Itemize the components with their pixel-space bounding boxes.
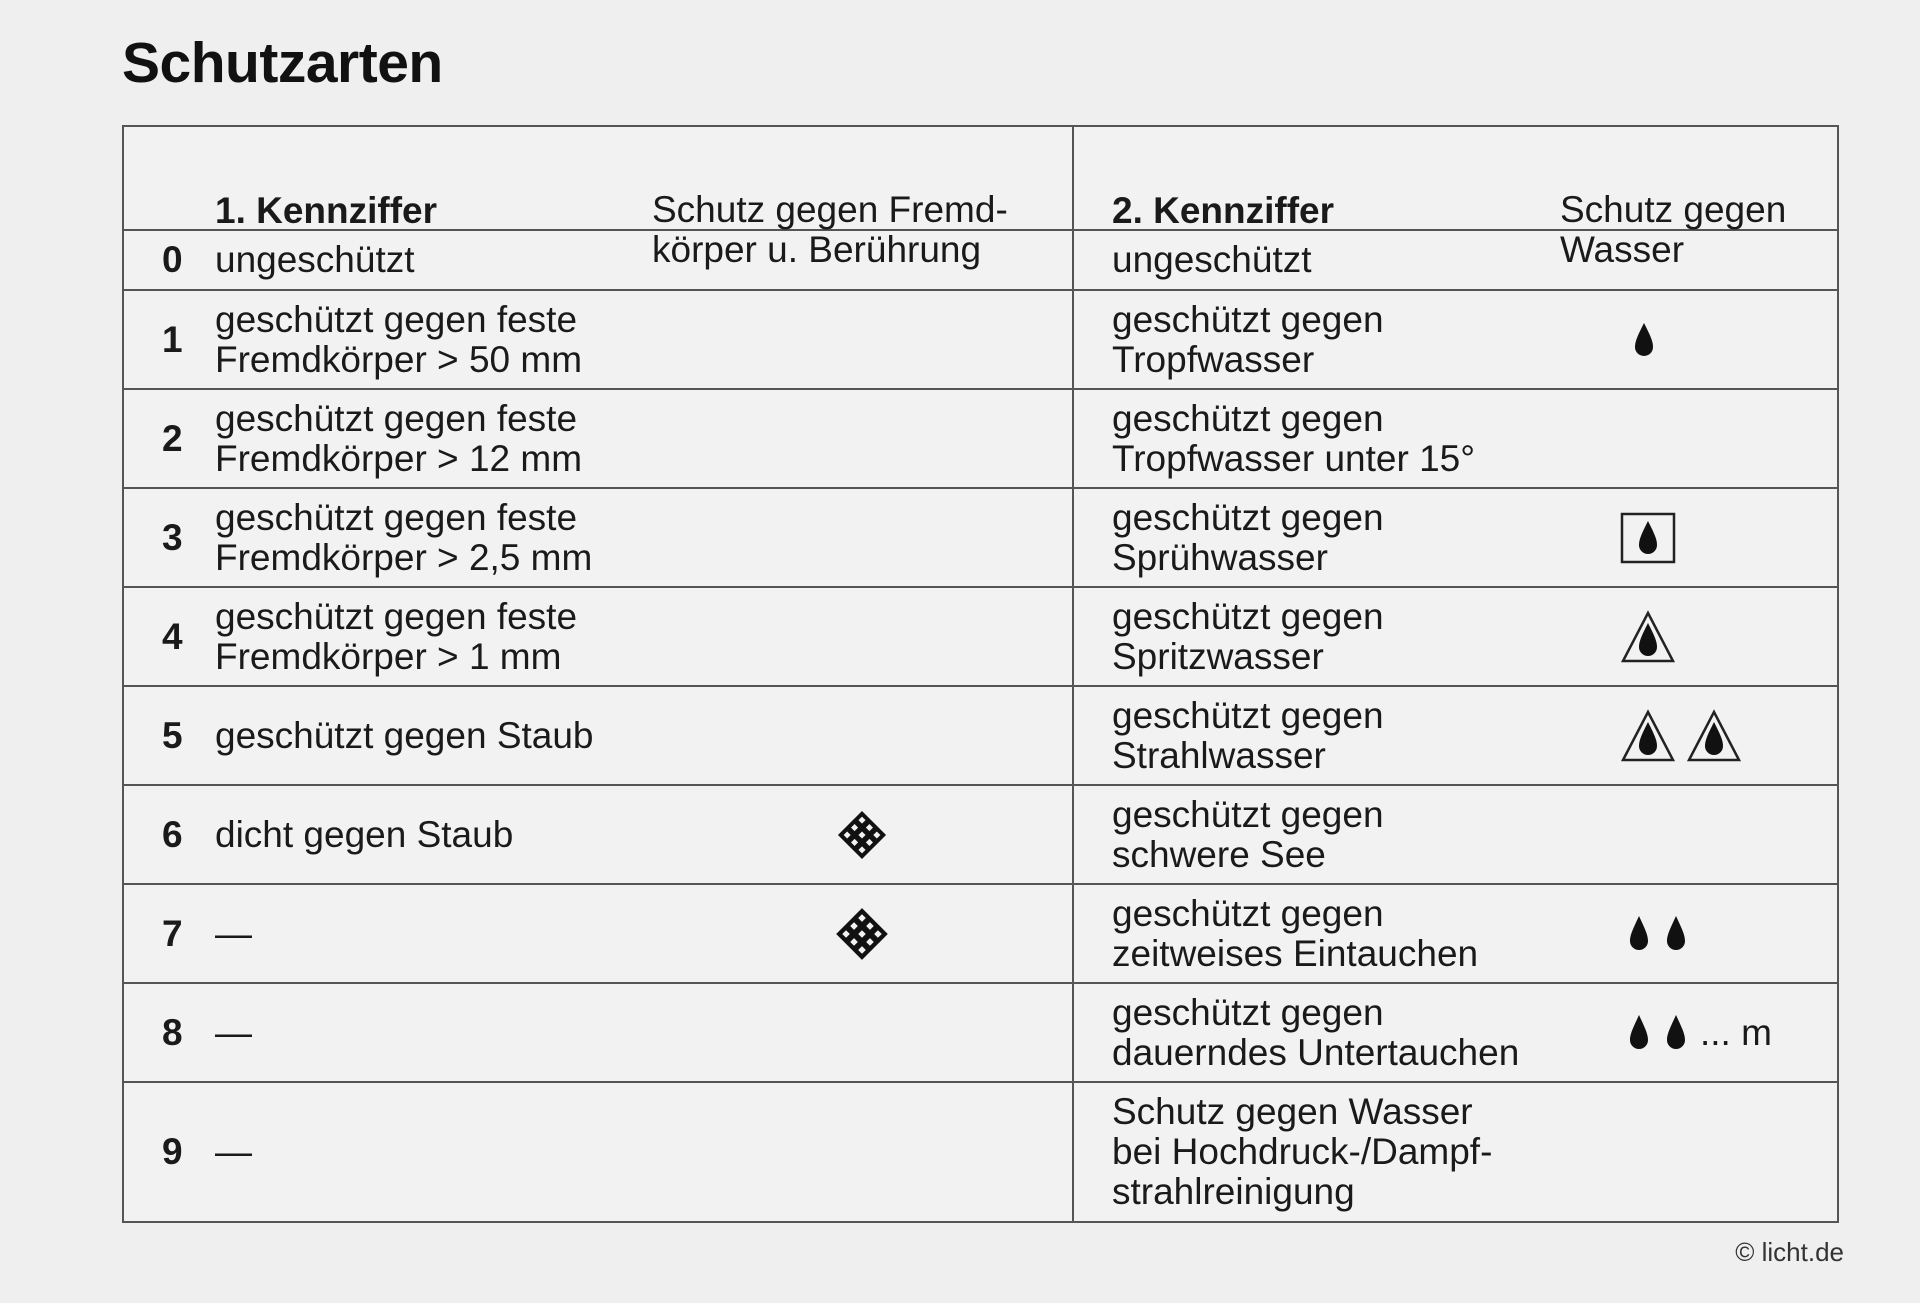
two-drops-depth-icon: [1626, 1012, 1772, 1054]
row-digit: 7: [162, 912, 183, 954]
row-digit: 6: [162, 813, 183, 855]
row-digit: 2: [162, 417, 183, 459]
row-second-text: ungeschützt: [1112, 239, 1312, 280]
row-first-text: —: [215, 912, 252, 954]
row-first-text: dicht gegen Staub: [215, 813, 514, 855]
row-second-text: geschützt gegen Tropfwasser: [1112, 298, 1384, 380]
row-first-text: geschützt gegen feste Fremdkörper > 2,5 mm: [215, 496, 593, 578]
copyright-footer: © licht.de: [1735, 1237, 1844, 1267]
depth-label: ... m: [1700, 1011, 1772, 1053]
row-digit: 0: [162, 239, 183, 280]
row-second-text: geschützt gegen Tropfwasser unter 15°: [1112, 397, 1476, 479]
row-digit: 1: [162, 318, 183, 360]
dust-grid-icon: [833, 905, 891, 963]
two-drops-icon: [1626, 915, 1690, 953]
drop-in-triangle-icon: [1620, 610, 1676, 664]
two-drops-in-triangles-icon: [1620, 709, 1744, 763]
row-first-text: —: [215, 1131, 252, 1172]
row-second-text: geschützt gegen Spritzwasser: [1112, 595, 1384, 677]
table-row: [123, 290, 1838, 389]
header-second-protection: Schutz gegen Wasser: [1560, 189, 1787, 270]
row-second-text: geschützt gegen zeitweises Eintauchen: [1112, 892, 1479, 974]
header-second-digit: 2. Kennziffer: [1112, 190, 1335, 231]
header-first-digit: 1. Kennziffer: [215, 190, 438, 231]
page-title: Schutzarten: [122, 31, 443, 95]
row-second-text: geschützt gegen dauerndes Untertauchen: [1112, 991, 1520, 1073]
row-first-text: geschützt gegen feste Fremdkörper > 50 mm: [215, 298, 583, 380]
row-digit: 9: [162, 1131, 183, 1172]
row-digit: 3: [162, 516, 183, 558]
row-digit: 8: [162, 1011, 183, 1053]
drop-in-square-icon: [1620, 512, 1676, 564]
table-row: [123, 686, 1838, 785]
table-row: [123, 488, 1838, 587]
table-row: [123, 389, 1838, 488]
dust-grid-icon: [835, 808, 889, 862]
protection-table: [122, 125, 1839, 1223]
row-first-text: ungeschützt: [215, 239, 415, 280]
table-row: [123, 785, 1838, 884]
row-second-text: Schutz gegen Wasser bei Hochdruck-/Dampf- strahlreinigung: [1112, 1091, 1493, 1212]
table-row: [123, 587, 1838, 686]
table-row: [123, 1082, 1838, 1222]
row-digit: 5: [162, 714, 183, 756]
table-row: [123, 884, 1838, 983]
drop-icon: [1632, 322, 1656, 358]
row-second-text: geschützt gegen Strahlwasser: [1112, 694, 1384, 776]
row-first-text: —: [215, 1011, 252, 1053]
row-digit: 4: [162, 615, 183, 657]
row-first-text: geschützt gegen feste Fremdkörper > 12 mm: [215, 397, 583, 479]
table-row: [123, 983, 1838, 1082]
header-first-protection: Schutz gegen Fremd- körper u. Berührung: [652, 189, 1008, 270]
row-first-text: geschützt gegen feste Fremdkörper > 1 mm: [215, 595, 578, 677]
row-second-text: geschützt gegen Sprühwasser: [1112, 496, 1384, 578]
row-first-text: geschützt gegen Staub: [215, 714, 594, 756]
table-header-row: [123, 126, 1838, 230]
row-second-text: geschützt gegen schwere See: [1112, 793, 1384, 875]
